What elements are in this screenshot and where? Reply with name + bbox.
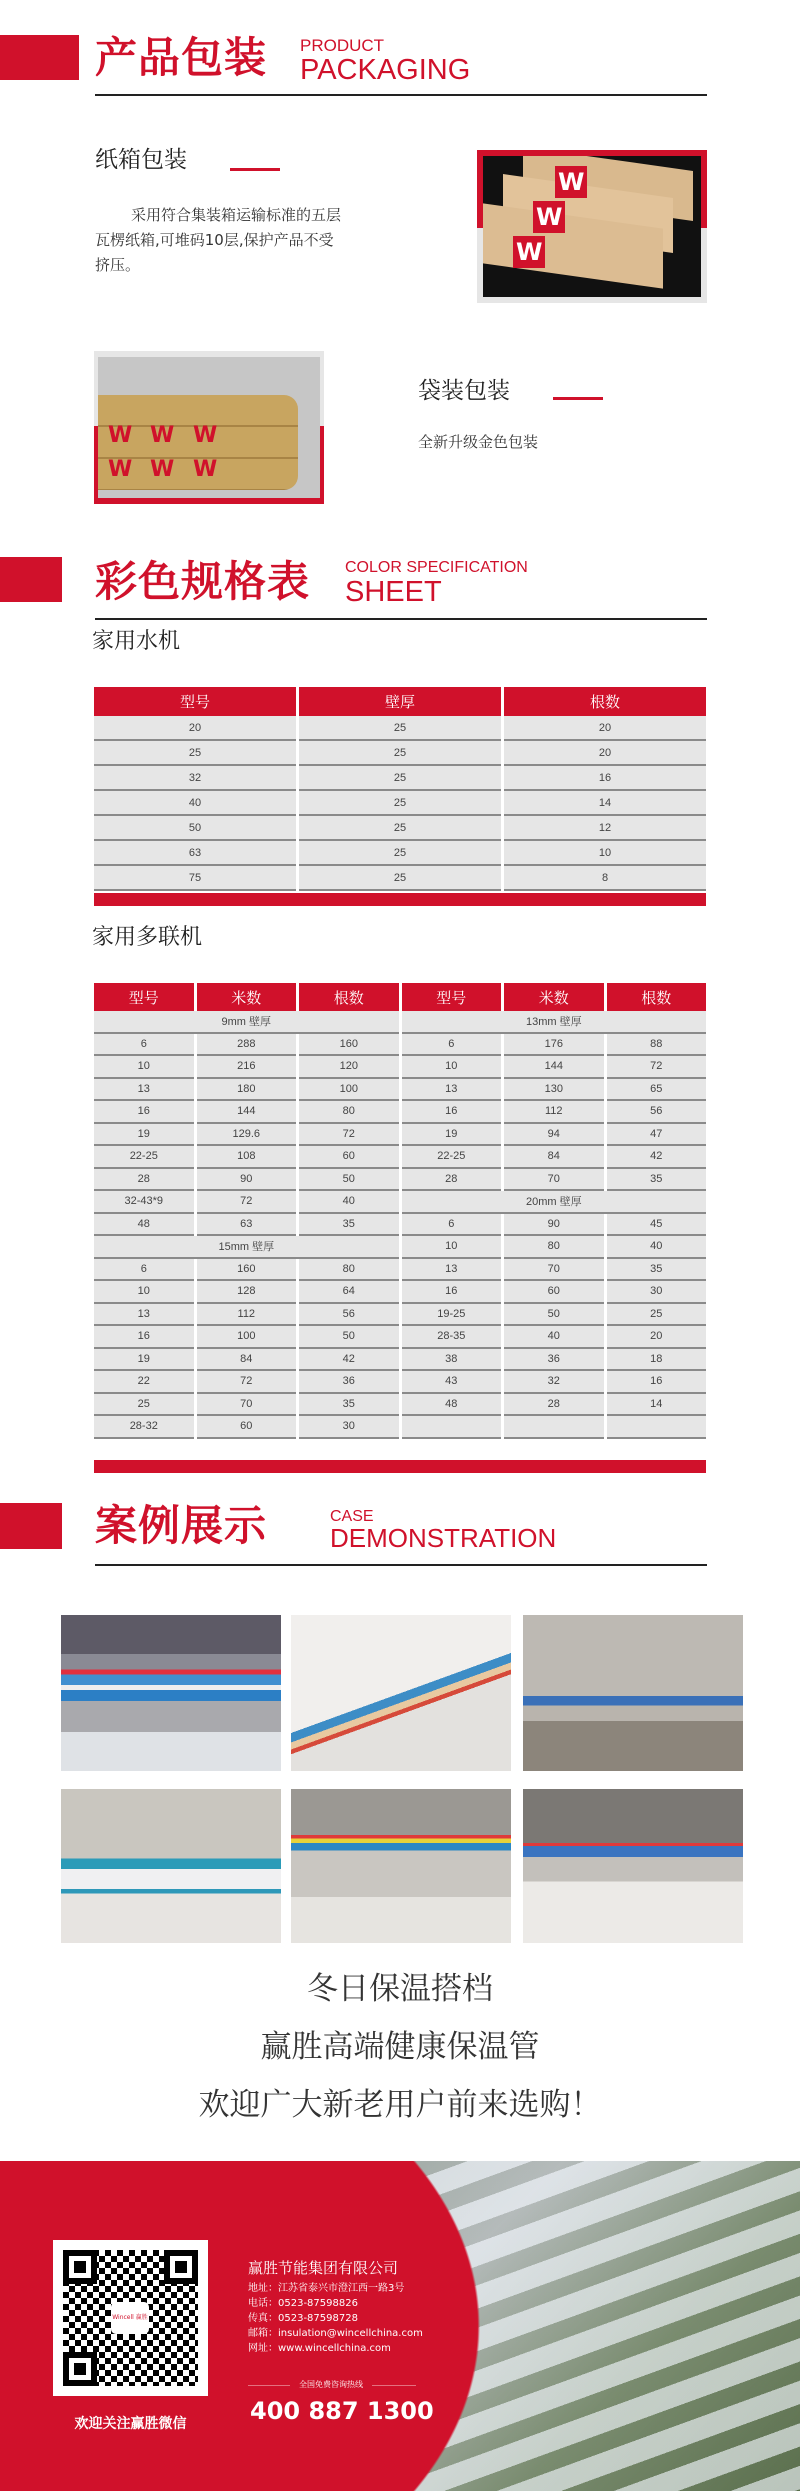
table-cell: 35	[299, 1394, 398, 1417]
table-cell: 120	[299, 1056, 398, 1079]
table-cell: 6	[402, 1034, 501, 1057]
table-cell: 6	[402, 1214, 501, 1237]
table-cell: 63	[94, 841, 296, 866]
address: 地址：江苏省泰兴市澄江西一路3号	[248, 2283, 405, 2294]
table-row	[94, 1281, 706, 1304]
table-cell: 108	[197, 1146, 297, 1169]
table-cell: 160	[197, 1259, 297, 1282]
wall-thickness-group: 9mm 壁厚	[94, 1011, 399, 1034]
table-cell: 10	[402, 1236, 501, 1259]
table-cell: 25	[94, 741, 296, 766]
table-cell: 20	[94, 716, 296, 741]
column-header: 根数	[299, 983, 398, 1011]
table-cell: 43	[402, 1371, 501, 1394]
table-cell: 16	[94, 1101, 194, 1124]
case-photo	[291, 1615, 511, 1771]
table-cell: 32	[504, 1371, 603, 1394]
table-cell: 216	[197, 1056, 297, 1079]
bag-packaging-title: 袋装包装	[418, 378, 510, 404]
brand-mark: W	[193, 457, 218, 482]
table-row	[94, 1034, 706, 1057]
fax: 传真：0523-87598728	[248, 2313, 358, 2324]
table-row	[94, 1011, 706, 1034]
table-cell: 100	[299, 1079, 398, 1102]
table-row	[94, 1259, 706, 1282]
divider	[95, 618, 707, 620]
divider	[248, 2385, 290, 2386]
table-cell: 100	[197, 1326, 297, 1349]
table-cell: 20	[607, 1326, 707, 1349]
table-cell: 56	[607, 1101, 707, 1124]
table-cell: 16	[504, 766, 706, 791]
cases-title: 案例展示	[95, 1501, 268, 1550]
table-cell: 25	[299, 841, 501, 866]
table-cell: 13	[402, 1079, 501, 1102]
table-cell: 60	[197, 1416, 297, 1439]
divider	[95, 1564, 707, 1566]
desc-line: 挤压。	[95, 256, 141, 274]
table-cell	[607, 1416, 707, 1439]
column-header: 米数	[504, 983, 603, 1011]
hotline-label: 全国免费咨询热线	[299, 2380, 363, 2389]
table-cell: 25	[299, 816, 501, 841]
table-row	[94, 1236, 706, 1259]
table-cell: 19	[94, 1124, 194, 1147]
table-cell: 65	[607, 1079, 707, 1102]
table-cell: 6	[94, 1259, 194, 1282]
brand-mark: W	[533, 201, 565, 233]
table-row	[94, 791, 706, 816]
table-cell: 48	[402, 1394, 501, 1417]
table-cell	[504, 1416, 603, 1439]
table-cell: 47	[607, 1124, 707, 1147]
tagline-2: 赢胜高端健康保温管	[260, 2029, 540, 2065]
table-cell: 8	[504, 866, 706, 891]
table-cell: 50	[94, 816, 296, 841]
table-cell: 288	[197, 1034, 297, 1057]
table-cell: 80	[299, 1101, 398, 1124]
table-cell: 60	[504, 1281, 603, 1304]
packaging-title-en2: PACKAGING	[300, 54, 471, 86]
table-row	[94, 1124, 706, 1147]
table-cell: 72	[197, 1371, 297, 1394]
table-row	[94, 816, 706, 841]
table-cell: 40	[299, 1191, 398, 1214]
table-cell: 112	[197, 1304, 297, 1327]
table-cell: 16	[402, 1281, 501, 1304]
carton-photo	[477, 150, 707, 303]
brand-mark: W	[150, 423, 175, 448]
table-header-row	[94, 687, 706, 716]
table-cell: 160	[299, 1034, 398, 1057]
bag-photo	[94, 351, 324, 504]
column-header: 型号	[94, 687, 296, 716]
table-cell: 10	[402, 1056, 501, 1079]
table-cell: 10	[504, 841, 706, 866]
table-cell: 40	[94, 791, 296, 816]
table-cell: 80	[504, 1236, 603, 1259]
home-water-table	[91, 687, 709, 891]
table-cell: 42	[299, 1349, 398, 1372]
table-cell: 25	[299, 866, 501, 891]
table-cell: 30	[607, 1281, 707, 1304]
table-row	[94, 741, 706, 766]
table-cell: 19-25	[402, 1304, 501, 1327]
table-cell: 25	[607, 1304, 707, 1327]
table-cell: 176	[504, 1034, 603, 1057]
wall-thickness-group: 13mm 壁厚	[402, 1011, 706, 1034]
section-marker	[0, 35, 79, 80]
table-row	[94, 766, 706, 791]
qr-caption: 欢迎关注赢胜微信	[74, 2416, 187, 2432]
table-cell: 90	[197, 1169, 297, 1192]
table-row	[94, 716, 706, 741]
table-cell: 16	[402, 1101, 501, 1124]
table-cell: 144	[197, 1101, 297, 1124]
table-cell: 20	[504, 741, 706, 766]
column-header: 米数	[197, 983, 297, 1011]
table-cell: 22	[94, 1371, 194, 1394]
table-cell: 129.6	[197, 1124, 297, 1147]
table-footer-bar	[94, 1460, 706, 1473]
table-row	[94, 1056, 706, 1079]
packaging-title: 产品包装	[95, 33, 268, 82]
table-cell: 35	[607, 1259, 707, 1282]
tagline-1: 冬日保温搭档	[307, 1971, 493, 2007]
bag-packaging-desc: 全新升级金色包装	[418, 433, 539, 451]
table-cell: 48	[94, 1214, 194, 1237]
table-row	[94, 841, 706, 866]
table-cell: 75	[94, 866, 296, 891]
table-cell: 30	[299, 1416, 398, 1439]
table-cell: 42	[607, 1146, 707, 1169]
table-row	[94, 866, 706, 891]
footer	[0, 2161, 800, 2491]
table-cell: 80	[299, 1259, 398, 1282]
column-header: 根数	[504, 687, 706, 716]
desc-line: 瓦楞纸箱,可堆码10层,保护产品不受	[95, 231, 334, 249]
brand-mark: W	[108, 423, 133, 448]
table-row	[94, 1146, 706, 1169]
table-row	[94, 1191, 706, 1214]
brand-mark: W	[150, 457, 175, 482]
home-water-title: 家用水机	[92, 629, 181, 654]
table-cell: 94	[504, 1124, 603, 1147]
table-cell: 70	[504, 1259, 603, 1282]
red-dash	[230, 168, 280, 171]
table-cell: 56	[299, 1304, 398, 1327]
table-cell: 6	[94, 1034, 194, 1057]
table-cell: 28-35	[402, 1326, 501, 1349]
table-cell: 130	[504, 1079, 603, 1102]
table-cell: 45	[607, 1214, 707, 1237]
table-cell: 112	[504, 1101, 603, 1124]
table-cell: 180	[197, 1079, 297, 1102]
case-photo	[523, 1789, 743, 1943]
table-cell: 28	[402, 1169, 501, 1192]
table-cell: 72	[299, 1124, 398, 1147]
table-cell: 38	[402, 1349, 501, 1372]
table-cell: 10	[94, 1281, 194, 1304]
table-cell: 14	[504, 791, 706, 816]
table-cell: 14	[607, 1394, 707, 1417]
hotline-number[interactable]: 400 887 1300	[250, 2397, 434, 2425]
table-cell: 144	[504, 1056, 603, 1079]
table-cell: 64	[299, 1281, 398, 1304]
company-name: 赢胜节能集团有限公司	[248, 2259, 399, 2277]
table-row	[94, 1371, 706, 1394]
table-cell: 70	[504, 1169, 603, 1192]
table-cell: 18	[607, 1349, 707, 1372]
packaging-title-en1: PRODUCT	[300, 36, 385, 55]
table-cell: 35	[299, 1214, 398, 1237]
red-dash	[553, 397, 603, 400]
table-cell: 50	[299, 1326, 398, 1349]
cases-title-en2: DEMONSTRATION	[330, 1523, 557, 1553]
column-header: 型号	[94, 983, 194, 1011]
table-row	[94, 1079, 706, 1102]
brand-mark: W	[193, 423, 218, 448]
divider	[95, 94, 707, 96]
column-header: 根数	[607, 983, 707, 1011]
desc-line: 采用符合集装箱运输标准的五层	[131, 206, 342, 224]
table-cell: 72	[607, 1056, 707, 1079]
website-link[interactable]: 网址：www.wincellchina.com	[248, 2343, 391, 2354]
qr-logo: Wincell 赢胜	[111, 2302, 149, 2334]
table-cell: 70	[197, 1394, 297, 1417]
table-cell: 16	[607, 1371, 707, 1394]
table-cell: 20	[504, 716, 706, 741]
table-footer-bar	[94, 893, 706, 906]
table-cell: 128	[197, 1281, 297, 1304]
table-cell: 13	[402, 1259, 501, 1282]
table-cell: 19	[94, 1349, 194, 1372]
brand-mark: W	[555, 166, 587, 198]
brand-mark: W	[513, 236, 545, 268]
column-header: 型号	[402, 983, 501, 1011]
box-packaging-desc	[95, 203, 395, 278]
table-header-row	[94, 983, 706, 1011]
table-cell: 22-25	[94, 1146, 194, 1169]
table-cell: 63	[197, 1214, 297, 1237]
divider	[372, 2385, 416, 2386]
table-cell: 25	[299, 766, 501, 791]
table-row	[94, 1214, 706, 1237]
brand-mark: W	[108, 457, 133, 482]
table-cell: 40	[607, 1236, 707, 1259]
table-row	[94, 1394, 706, 1417]
email-link[interactable]: 邮箱：insulation@wincellchina.com	[248, 2328, 423, 2339]
table-cell: 40	[504, 1326, 603, 1349]
table-cell: 84	[504, 1146, 603, 1169]
wechat-qr-code	[53, 2240, 208, 2396]
table-cell: 50	[504, 1304, 603, 1327]
table-cell: 12	[504, 816, 706, 841]
case-photo	[61, 1615, 281, 1771]
table-row	[94, 1169, 706, 1192]
table-cell: 90	[504, 1214, 603, 1237]
table-cell: 25	[94, 1394, 194, 1417]
table-cell: 35	[607, 1169, 707, 1192]
box-packaging-title: 纸箱包装	[95, 147, 187, 173]
spec-title: 彩色规格表	[95, 557, 311, 606]
table-row	[94, 1349, 706, 1372]
table-cell: 13	[94, 1304, 194, 1327]
table-row	[94, 1326, 706, 1349]
table-row	[94, 1304, 706, 1327]
table-cell: 25	[299, 716, 501, 741]
table-cell: 36	[299, 1371, 398, 1394]
table-cell: 32	[94, 766, 296, 791]
table-cell: 36	[504, 1349, 603, 1372]
table-cell: 25	[299, 741, 501, 766]
table-cell: 13	[94, 1079, 194, 1102]
home-multi-title: 家用多联机	[92, 925, 203, 950]
table-cell: 32-43*9	[94, 1191, 194, 1214]
section-marker	[0, 557, 62, 602]
case-photo	[291, 1789, 511, 1943]
cases-title-en1: CASE	[330, 1508, 374, 1525]
case-photo	[523, 1615, 743, 1771]
spec-title-en2: SHEET	[345, 576, 442, 608]
table-cell: 28-32	[94, 1416, 194, 1439]
phone: 电话：0523-87598826	[248, 2298, 358, 2309]
table-cell: 72	[197, 1191, 297, 1214]
table-cell: 25	[299, 791, 501, 816]
section-marker	[0, 1503, 62, 1549]
table-row	[94, 1416, 706, 1439]
table-cell: 28	[94, 1169, 194, 1192]
table-cell: 28	[504, 1394, 603, 1417]
table-cell: 19	[402, 1124, 501, 1147]
table-cell: 22-25	[402, 1146, 501, 1169]
case-photo	[61, 1789, 281, 1943]
table-cell	[402, 1416, 501, 1439]
table-cell: 84	[197, 1349, 297, 1372]
table-cell: 88	[607, 1034, 707, 1057]
table-cell: 16	[94, 1326, 194, 1349]
spec-title-en1: COLOR SPECIFICATION	[345, 559, 528, 576]
wall-thickness-group: 15mm 壁厚	[94, 1236, 399, 1259]
table-row	[94, 1101, 706, 1124]
table-cell: 50	[299, 1169, 398, 1192]
table-cell: 10	[94, 1056, 194, 1079]
table-cell: 60	[299, 1146, 398, 1169]
column-header: 壁厚	[299, 687, 501, 716]
wall-thickness-group: 20mm 壁厚	[402, 1191, 706, 1214]
home-multi-table	[91, 983, 709, 1439]
tagline-3: 欢迎广大新老用户前来选购！	[198, 2087, 602, 2123]
